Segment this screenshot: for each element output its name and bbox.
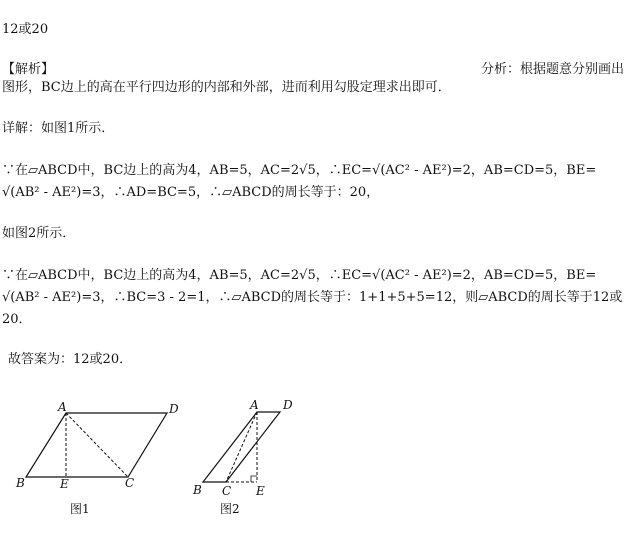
fig1-label-b: B [16,476,25,490]
fig1-label-a: A [58,400,67,414]
case2-line2: √(AB² - AE²)=3，∴BC=3 - 2=1，∴▱ABCD的周长等于：1+1+5+5=12，则▱ABCD的周长等于12或 [2,290,623,305]
fig2-parallelogram [203,412,280,482]
fig1-label-c: C [125,476,135,490]
fig1-diagonal-ac [66,413,128,477]
figure-1-caption: 图1 [70,502,90,516]
detail-intro: 详解：如图1所示． [2,121,115,136]
fig1-label-d: D [169,402,179,416]
fig2-label-a: A [250,398,259,412]
fig1-label-e: E [60,477,69,491]
figure-2-caption: 图2 [220,502,240,516]
fig2-intro: 如图2所示． [2,226,76,241]
fig2-label-e: E [256,484,265,498]
case2-line3: 20． [2,312,32,327]
figure-1-diagram [0,395,630,543]
fig2-label-c: C [222,484,232,498]
case2-line1: ∵在▱ABCD中，BC边上的高为4，AB=5，AC=2√5，∴EC=√(AC² - AE²)=2，AB=CD=5，BE= [2,268,597,283]
analysis-right-text: 分析：根据题意分别画出 [480,62,624,77]
fig2-right-angle-mark [251,476,257,482]
analysis-tag: 【解析】 [2,62,55,77]
answer-line: 12或20 [2,22,49,37]
fig2-label-d: D [283,398,293,412]
final-answer: 故答案为：12或20． [8,352,133,367]
analysis-line2: 图形，BC边上的高在平行四边形的内部和外部，进而利用勾股定理求出即可． [2,80,451,95]
case1-line2: √(AB² - AE²)=3，∴AD=BC=5，∴▱ABCD的周长等于：20， [2,185,380,200]
fig2-label-b: B [193,483,202,497]
case1-line1: ∵在▱ABCD中，BC边上的高为4，AB=5，AC=2√5，∴EC=√(AC² - AE²)=2，AB=CD=5，BE= [2,163,597,178]
fig1-parallelogram [26,413,167,477]
